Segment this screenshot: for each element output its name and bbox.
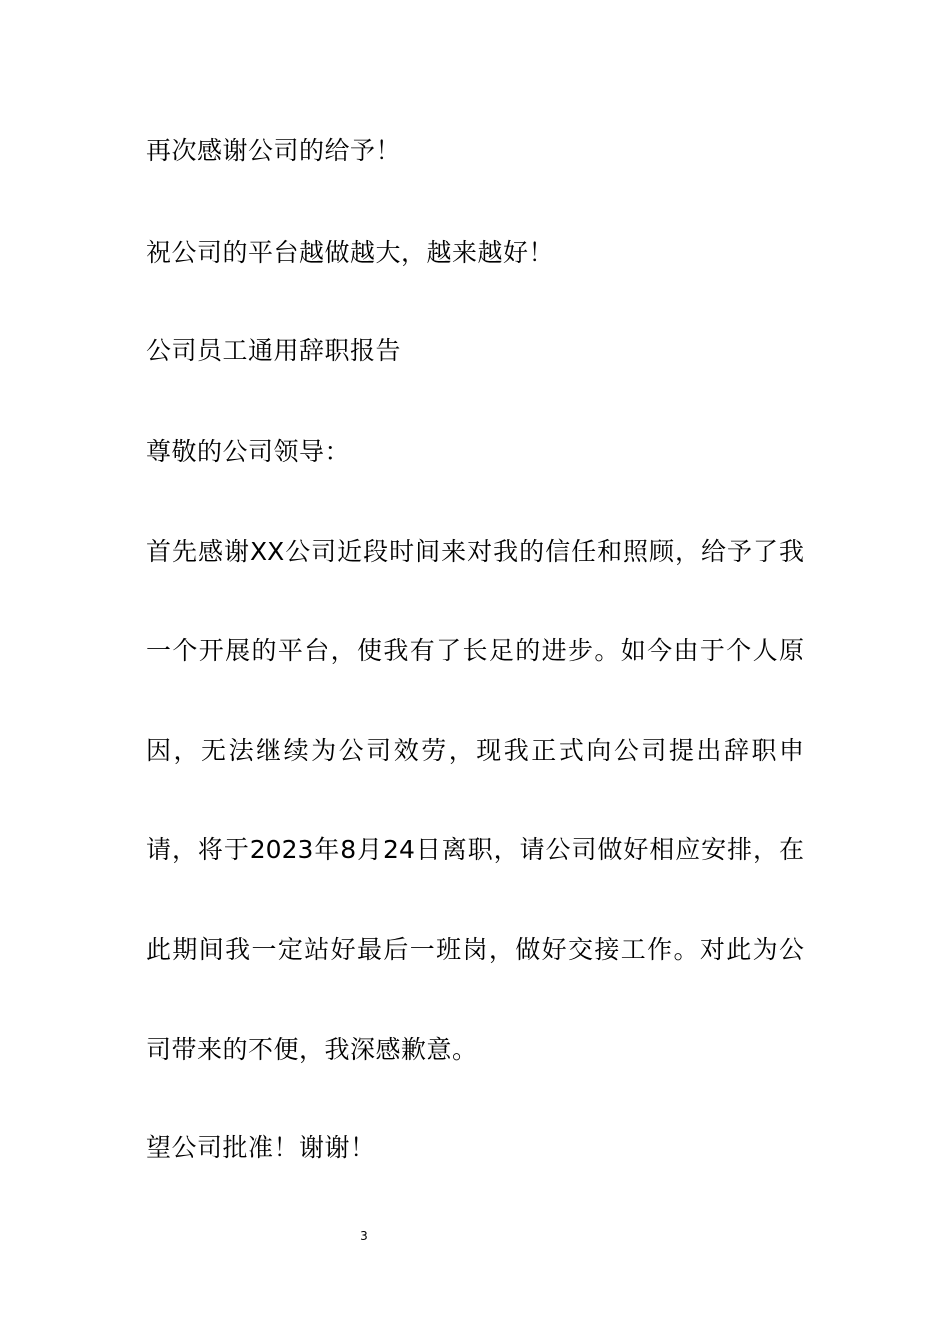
body-line-1: 首先感谢XX公司近段时间来对我的信任和照顾，给予了我: [146, 537, 804, 566]
closing-thanks-line: 再次感谢公司的给予！: [146, 136, 402, 165]
body-line-2: 一个开展的平台，使我有了长足的进步。如今由于个人原: [146, 636, 804, 665]
closing-wish-line: 祝公司的平台越做越大，越来越好！: [146, 238, 555, 267]
body-line-5: 此期间我一定站好最后一班岗，做好交接工作。对此为公: [146, 935, 804, 964]
body-line-3: 因，无法继续为公司效劳，现我正式向公司提出辞职申: [146, 736, 804, 765]
section-title: 公司员工通用辞职报告: [146, 336, 402, 365]
salutation: 尊敬的公司领导：: [146, 437, 351, 466]
request-approval-line: 望公司批准！谢谢！: [146, 1133, 376, 1162]
body-line-6: 司带来的不便，我深感歉意。: [146, 1035, 478, 1064]
page-number: 3: [360, 1229, 368, 1243]
body-line-4: 请，将于2023年8月24日离职，请公司做好相应安排，在: [146, 835, 804, 864]
